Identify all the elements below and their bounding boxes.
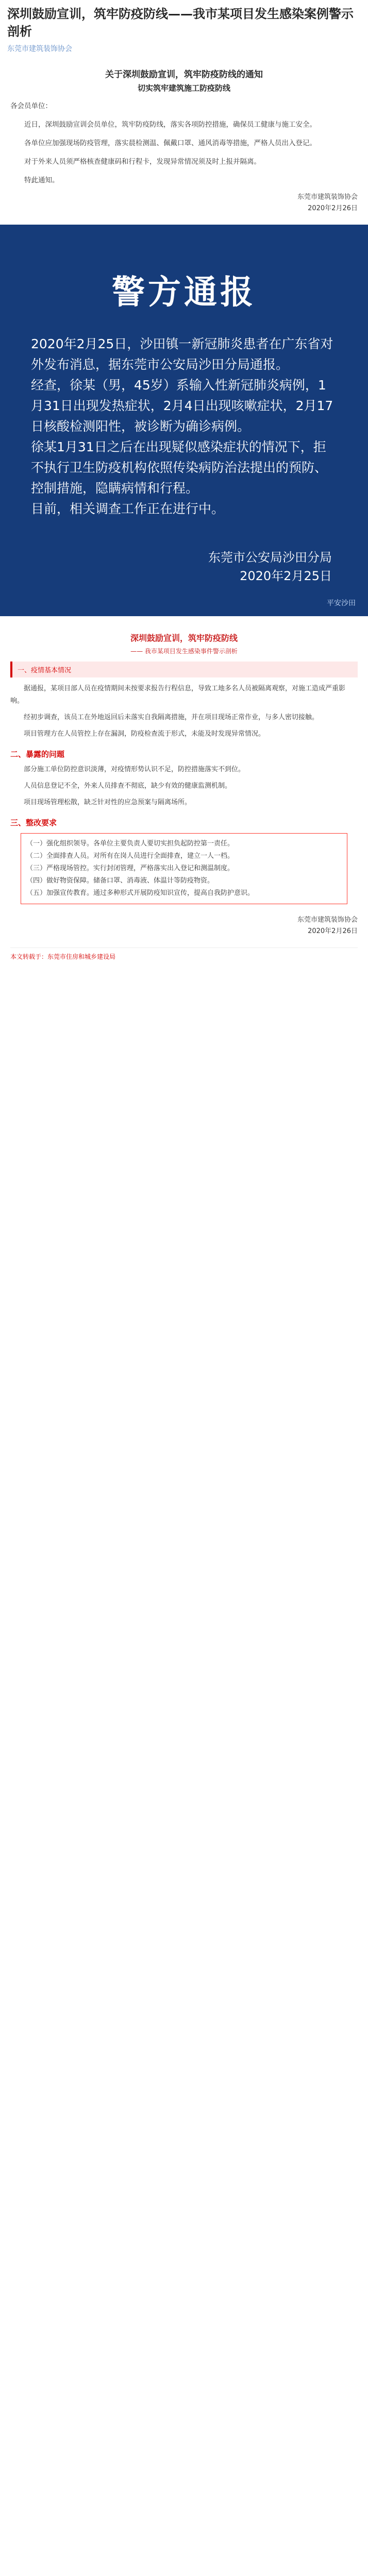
banner-watermark: 平安沙田 [327, 599, 356, 607]
requirement-box [21, 833, 347, 904]
notice-subtitle: 切实筑牢建筑施工防疫防线 [137, 83, 230, 93]
header [0, 0, 368, 54]
section2-title: 二、暴露的问题 [10, 750, 65, 759]
banner-paragraph: 2020年2月25日，沙田镇一新冠肺炎患者在广东省对外发布消息，据东莞市公安局沙田分局通报。 [31, 336, 333, 372]
article-source[interactable]: 东莞市建筑装饰协会 [7, 45, 72, 53]
notice2-paragraph: 据通报，某项目部人员在疫情期间未按要求报告行程信息，导致工地多名人员被隔离观察，对施工造成严重影响。 [10, 685, 346, 705]
section2-paragraph: 项目现场管理松散，缺乏针对性的应急预案与隔离场所。 [24, 799, 192, 806]
notice2-closing: 东莞市建筑装饰协会 [297, 916, 358, 924]
banner-paragraph: 目前，相关调查工作正在进行中。 [31, 501, 225, 516]
section2-paragraph: 人员信息登记不全，外来人员排查不彻底，缺少有效的健康监测机制。 [24, 782, 232, 790]
police-notice-banner [0, 225, 368, 616]
section-bar: 一、疫情基本情况 [10, 662, 358, 677]
notice-greeting: 各会员单位： [10, 102, 52, 110]
notice2-closing-date: 2020年2月26日 [308, 927, 358, 935]
section3-title: 三、整改要求 [10, 818, 57, 827]
banner-paragraph: 徐某1月31日之后在出现疑似感染症状的情况下，拒不执行卫生防疫机构依照传染病防治法提出的预防、控制措施，隐瞒病情和行程。 [31, 439, 328, 496]
requirement-item: （二）全面排查人员。对所有在岗人员进行全面排查，建立一人一档。 [26, 852, 235, 860]
banner-title: 警方通报 [112, 274, 256, 312]
notice-paragraph: 对于外来人员须严格核查健康码和行程卡，发现异常情况须及时上报并隔离。 [24, 158, 261, 166]
notice-paragraph: 各单位应加强现场防疫管理，落实晨检测温、佩戴口罩、通风消毒等措施，严格人员出入登记。 [24, 139, 316, 147]
notice-title: 关于深圳鼓励宣训，筑牢防疫防线的通知 [105, 70, 263, 80]
notice-date: 2020年2月26日 [308, 205, 358, 212]
notice-paragraph: 近日，深圳鼓励宣训会员单位，筑牢防疫防线，落实各项防控措施，确保员工健康与施工安全。 [24, 121, 316, 129]
notice2-body [10, 662, 358, 961]
notice-paragraph: 特此通知。 [24, 176, 59, 184]
banner-text [0, 313, 368, 540]
notice-section [0, 68, 368, 214]
notice2-paragraph: 经初步调查，该员工在外地返回后未落实自我隔离措施，并在项目现场正常作业，与多人密切接触。 [24, 714, 319, 721]
article-title: 深圳鼓励宣训，筑牢防疫防线——我市某项目发生感染案例警示剖析 [7, 7, 354, 39]
banner-signature-line1: 东莞市公安局沙田分局 [208, 550, 332, 565]
requirement-item: （四）做好物资保障。储备口罩、消毒液、体温计等防疫物资。 [26, 877, 214, 885]
bottom-source-note: 本文转载于：东莞市住房和城乡建设局 [10, 947, 358, 961]
requirement-item: （一）强化组织领导。各单位主要负责人要切实担负起防控第一责任。 [26, 840, 235, 848]
requirement-item: （三）严格现场管控。实行封闭管理，严格落实出入登记和测温制度。 [26, 865, 235, 872]
notice2-subtitle: —— 我市某项目发生感染事件警示剖析 [130, 648, 238, 655]
notice2-title: 深圳鼓励宣训，筑牢防疫防线 [130, 633, 238, 643]
banner-paragraph: 经查，徐某（男，45岁）系输入性新冠肺炎病例，1月31日出现发热症状，2月4日出现咳嗽症状，2月17日核酸检测阳性，被诊断为确诊病例。 [31, 378, 333, 434]
section2-paragraph: 部分施工单位防控意识淡薄，对疫情形势认识不足，防控措施落实不到位。 [24, 766, 245, 773]
banner-signature-line2: 2020年2月25日 [240, 569, 332, 583]
notice2-paragraph: 项目管理方在人员管控上存在漏洞，防疫检查流于形式，未能及时发现异常情况。 [24, 730, 265, 738]
notice2-header [0, 632, 368, 655]
requirement-item: （五）加强宣传教育。通过多种形式开展防疫知识宣传，提高自我防护意识。 [26, 889, 255, 897]
banner-signature [208, 548, 332, 585]
notice-signature: 东莞市建筑装饰协会 [297, 193, 358, 201]
